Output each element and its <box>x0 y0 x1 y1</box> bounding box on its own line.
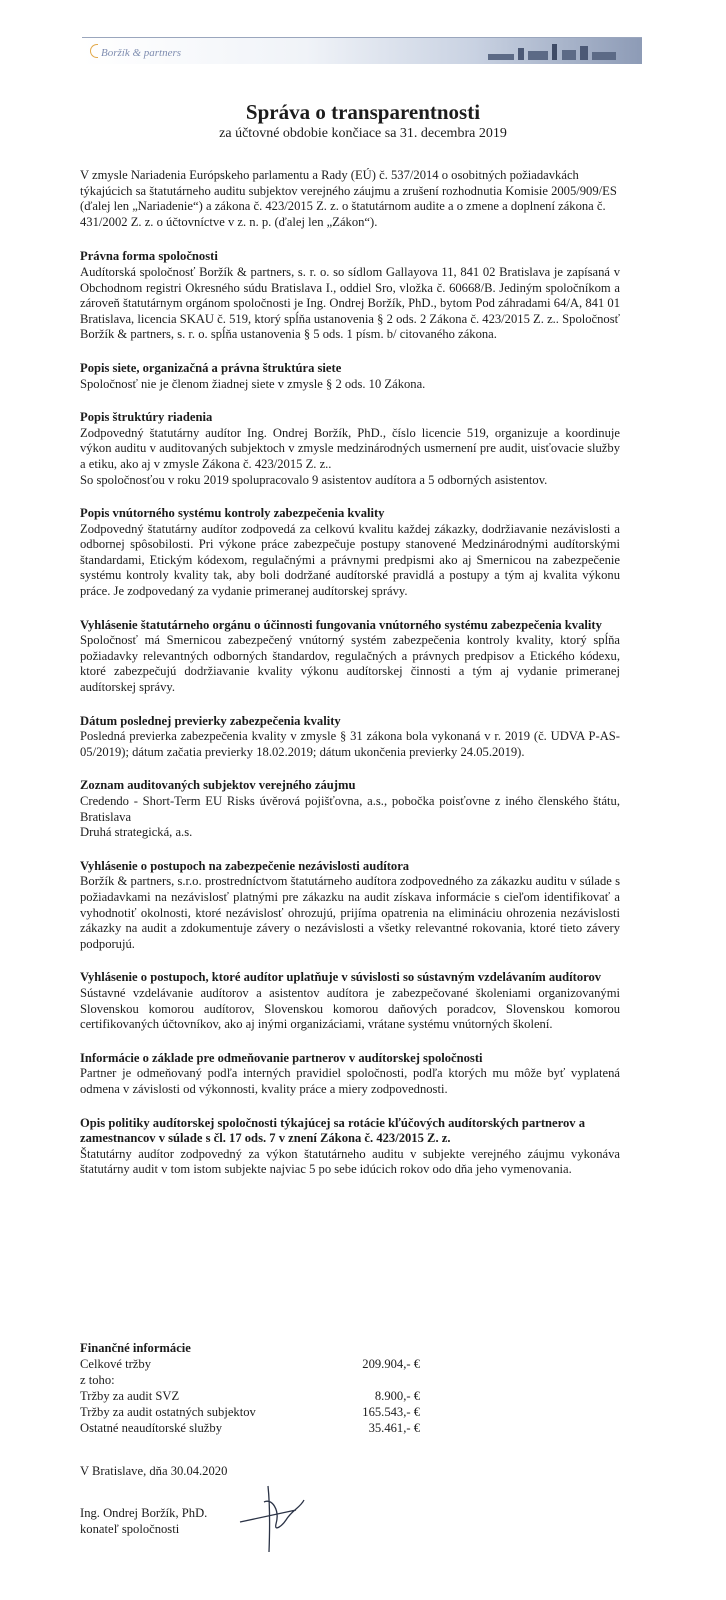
section <box>80 1116 620 1178</box>
section-heading: Popis štruktúry riadenia <box>80 410 213 425</box>
logo-text: Boržík & partners <box>101 47 182 59</box>
company-logo <box>90 44 181 59</box>
section <box>80 249 620 343</box>
section-paragraph: Boržík & partners, s.r.o. prostredníctvom štatutárneho audítora zodpovedného za zákazku auditu v súlade s požiadavkami na nezávislosť platnými pre zákazku na audit získava informácie s cieľom identifikovať a vyhodnotiť okolnosti, ktoré nezávislosť ohrozujú, prijíma opatrenia na elimináciu ohrozenia nezávislosti zákazky na audit a zdokumentuje závery o nezávislosti a všetky relevantné rokovania, ktoré tieto závery podporujú. <box>80 874 620 951</box>
section <box>80 1051 620 1098</box>
financial-row <box>80 1388 420 1404</box>
section <box>80 970 620 1032</box>
section-paragraph: Zodpovedný štatutárny audítor zodpovedá za celkovú kvalitu každej zákazky, dodržiavanie nezávislosti a odbornej spôsobilosti. Pri výkone práce zabezpečuje postupy stanovené Medzinárodnými audítorskými štandardami, Etickým kódexom, regulačnými a právnymi predpismi ako aj Smernicou na zabezpečenie systému kontroly kvality tak, aby boli dodržané audítorské pravidlá a postupy a tým aj kvalita výkonu práce. Je zodpovedaný za vydanie primeranej audítorskej správy. <box>80 521 620 599</box>
financial-row-label: Tržby za audit SVZ <box>80 1389 180 1403</box>
section-paragraph: Spoločnosť nie je členom žiadnej siete v zmysle § 2 ods. 10 Zákona. <box>80 376 426 391</box>
section-heading: Popis vnútorného systému kontroly zabezpečenia kvality <box>80 506 385 521</box>
section <box>80 506 620 600</box>
financial-total-row <box>80 1356 420 1372</box>
city-skyline-icon <box>478 40 628 62</box>
financial-total-value: 209.904,- € <box>362 1357 420 1371</box>
document-subtitle: za účtovné obdobie končiace sa 31. decembra 2019 <box>219 126 507 141</box>
financial-total-label: Celkové tržby <box>80 1357 151 1371</box>
section-heading: Vyhlásenie o postupoch na zabezpečenie nezávislosti audítora <box>80 858 410 873</box>
section-paragraph: Zodpovedný štatutárny audítor Ing. Ondrej Boržík, PhD., číslo licencie 519, organizuje a koordinuje výkon auditu v auditovaných subjektoch v zmysle medzinárodných usmernení pre audit, uisťovacie služby a etiku, ako aj v zmysle Zákona č. 423/2015 Z. z.. <box>80 425 620 471</box>
sections-container <box>80 249 620 1178</box>
financial-of-which: z toho: <box>80 1373 115 1387</box>
section-heading: Právna forma spoločnosti <box>80 249 218 264</box>
financial-heading: Finančné informácie <box>80 1341 191 1355</box>
section-heading: Dátum poslednej previerky zabezpečenia kvality <box>80 713 341 728</box>
section <box>80 714 620 761</box>
section-paragraph: So spoločnosťou v roku 2019 spolupracovalo 9 asistentov audítora a 5 odborných asistentov. <box>80 472 548 487</box>
section-paragraph: Posledná previerka zabezpečenia kvality v zmysle § 31 zákona bola vykonaná v r. 2019 (č. UDVA P-AS-05/2019); dátum začatia previerky 18.02.2019; dátum ukončenia previerky 24.05.2019). <box>80 729 620 759</box>
financial-row-value: 8.900,- € <box>374 1389 420 1403</box>
financial-row-value: 35.461,- € <box>368 1421 420 1435</box>
section-paragraph: Audítorská spoločnosť Boržík & partners, s. r. o. so sídlom Gallayova 11, 841 02 Bratislava je zapísaná v Obchodnom registri Okresného súdu Bratislava I., oddiel Sro, vložka č. 60668/B. Jediným spoločníkom a zároveň štatutárnym orgánom spoločnosti je Ing. Ondrej Boržík, PhD., bytom Pod záhradami 64/A, 841 01 Bratislava, licencia SKAU č. 519, ktorý spĺňa ustanovenia § 2 ods. 2 Zákona č. 423/2015 Z. z.. Spoločnosť Boržík & partners, s. r. o. spĺňa ustanovenia § 5 ods. 1 písm. b/ citovaného zákona. <box>80 264 620 342</box>
financial-row <box>80 1404 420 1420</box>
section-paragraph: Sústavné vzdelávanie audítorov a asistentov audítora je zabezpečované školeniami organizovanými Slovenskou komorou audítorov, Slovenskou komorou daňových poradcov, Slovenskou komorou certifikovaných účtovníkov, ako aj inými organizáciami, vrátane systému vnútorných školení. <box>80 985 620 1032</box>
section-heading: Opis politiky audítorskej spoločnosti týkajúcej sa rotácie kľúčových audítorských partnerov a zamestnancov v súlade s čl. 17 ods. 7 v znení Zákona č. 423/2015 Z. z. <box>80 1115 586 1146</box>
section-heading: Informácie o základe pre odmeňovanie partnerov v audítorskej spoločnosti <box>80 1050 483 1065</box>
section-heading: Popis siete, organizačná a právna štruktúra siete <box>80 360 342 375</box>
section <box>80 778 620 840</box>
section-heading: Zoznam auditovaných subjektov verejného záujmu <box>80 778 356 793</box>
signer-name: Ing. Ondrej Boržík, PhD. <box>80 1506 208 1520</box>
section <box>80 410 620 488</box>
handwritten-signature <box>200 1480 340 1560</box>
section-paragraph: Spoločnosť má Smernicou zabezpečený vnútorný systém zabezpečenia kontroly kvality, ktorý spĺňa požiadavky relevantných odborných štandardov, regulačných a právnych predpisov a Etického kódexu, ktoré zabezpečujú dodržiavanie kvality výkonu audítorskej činnosti a tým aj vydanie primeranej audítorskej správy. <box>80 633 620 695</box>
section <box>80 859 620 953</box>
signature-block <box>80 1505 207 1537</box>
financial-row-label: Tržby za audit ostatných subjektov <box>80 1405 256 1419</box>
logo-mark-icon <box>90 44 98 58</box>
financial-info <box>80 1340 420 1436</box>
signer-role: konateľ spoločnosti <box>80 1522 180 1536</box>
intro-paragraph: V zmysle Nariadenia Európskeho parlamentu a Rady (EÚ) č. 537/2014 o osobitných požiadavkách týkajúcich sa štatutárneho auditu subjektov verejného záujmu a zrušení rozhodnutia Komisie 2005/909/ES (ďalej len „Nariadenie“) a zákona č. 423/2015 Z. z. o štatutárnom audite a o zmene a doplnení zákona č. 431/2002 Z. z. o účtovníctve v z. n. p. (ďalej len „Zákon“). <box>80 168 617 229</box>
section-paragraph: Credendo - Short-Term EU Risks úvěrová pojišťovna, a.s., pobočka poisťovne z iného členského štátu, Bratislava <box>80 794 620 824</box>
section-heading: Vyhlásenie štatutárneho orgánu o účinnosti fungovania vnútorného systému zabezpečenia kvality <box>80 617 602 632</box>
section-paragraph: Štatutárny audítor zodpovedný za výkon štatutárneho auditu v subjekte verejného záujmu vykonáva štatutárny audit v tom istom subjekte najviac 5 po sebe idúcich rokov odo dňa jeho vymenovania. <box>80 1146 620 1177</box>
header-banner <box>82 37 642 64</box>
document-title: Správa o transparentnosti <box>245 100 481 124</box>
place-date: V Bratislave, dňa 30.04.2020 <box>80 1464 228 1478</box>
section <box>80 361 620 392</box>
section <box>80 618 620 696</box>
financial-row <box>80 1420 420 1436</box>
financial-row-label: Ostatné neaudítorské služby <box>80 1421 222 1435</box>
financial-row-value: 165.543,- € <box>362 1405 420 1419</box>
document-body <box>80 168 620 1196</box>
section-paragraph: Druhá strategická, a.s. <box>80 825 193 840</box>
section-paragraph: Partner je odmeňovaný podľa interných pravidiel spoločnosti, podľa ktorých mu môže byť vyplatená odmena v závislosti od výkonnosti, kvality práce a miery zodpovednosti. <box>80 1066 620 1096</box>
section-heading: Vyhlásenie o postupoch, ktoré audítor uplatňuje v súvislosti so sústavným vzdelávaním audítorov <box>80 970 602 985</box>
